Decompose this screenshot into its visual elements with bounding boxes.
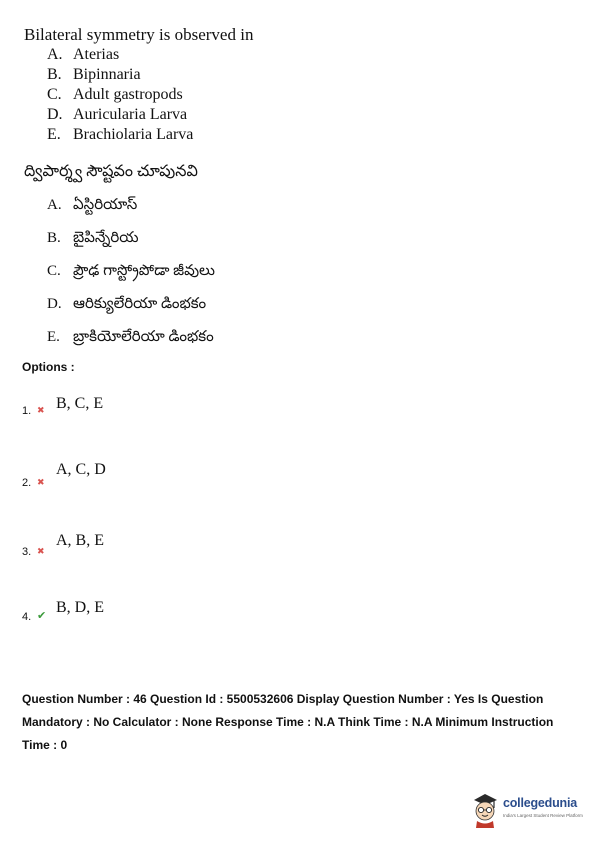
mascot-icon [470,790,500,828]
logo-name: collegedunia [503,796,578,810]
choice-number: 2. [22,477,32,489]
question-metadata [22,688,582,757]
metadata-line-2: Mandatory : No Calculator : None Response Time : N.A Think Time : N.A Minimum Instruction [22,715,554,729]
option-text: ప్రౌఢ గాస్ట్రోపోడా జీవులు [73,263,215,279]
option-letter: A. [47,197,62,213]
choice-number: 3. [22,546,32,558]
option-text: ఏస్టిరియాస్ [73,197,138,213]
choice-text: B, D, E [56,599,104,616]
telugu-option-list [47,194,215,359]
option-letter: E. [47,126,61,143]
option-letter: A. [47,46,63,63]
option-text: ఆరిక్యులేరియా డింభకం [73,296,207,312]
telugu-option-d [47,293,215,326]
option-text: Aterias [73,46,120,63]
answer-choice-2[interactable] [22,461,222,501]
choice-text: B, C, E [56,395,104,412]
telugu-option-e [47,326,215,359]
choice-number: 1. [22,405,32,417]
choice-number: 4. [22,611,32,623]
wrong-mark-icon: ✖ [37,477,45,487]
option-letter: C. [47,263,61,279]
option-letter: B. [47,230,61,246]
english-option-e [47,125,193,145]
option-text: Auricularia Larva [73,106,188,123]
metadata-line-1: Question Number : 46 Question Id : 5500532606 Display Question Number : Yes Is Question [22,692,544,706]
option-text: Adult gastropods [73,86,183,103]
option-letter: D. [47,106,63,123]
wrong-mark-icon: ✖ [37,405,45,415]
question-text-telugu: ద్విపార్శ్వ సౌష్టవం చూపునవి [24,163,198,180]
answer-choice-3[interactable] [22,532,222,572]
telugu-option-a [47,194,215,227]
answer-choice-1[interactable] [22,395,222,435]
wrong-mark-icon: ✖ [37,546,45,556]
collegedunia-logo [470,790,590,830]
english-option-a [47,45,193,65]
options-heading: Options : [22,360,75,374]
metadata-line-3: Time : 0 [22,738,68,752]
option-text: బైపిన్నేరియ [73,230,139,246]
question-text-english: Bilateral symmetry is observed in [24,25,254,44]
choice-text: A, C, D [56,461,106,478]
option-letter: B. [47,66,62,83]
option-letter: D. [47,296,62,312]
english-option-c [47,85,193,105]
english-option-d [47,105,193,125]
choice-text: A, B, E [56,532,104,549]
option-text: Brachiolaria Larva [73,126,194,143]
logo-tagline: India's Largest Student Review Platform [503,813,583,818]
answer-choice-4[interactable] [22,599,222,639]
option-text: బ్రాకియోలేరియా డింభకం [73,329,214,345]
telugu-option-b [47,227,215,260]
english-option-b [47,65,193,85]
correct-check-icon: ✔ [37,610,47,622]
option-text: Bipinnaria [73,66,141,83]
option-letter: C. [47,86,62,103]
english-option-list [47,45,193,145]
option-letter: E. [47,329,60,345]
telugu-option-c [47,260,215,293]
